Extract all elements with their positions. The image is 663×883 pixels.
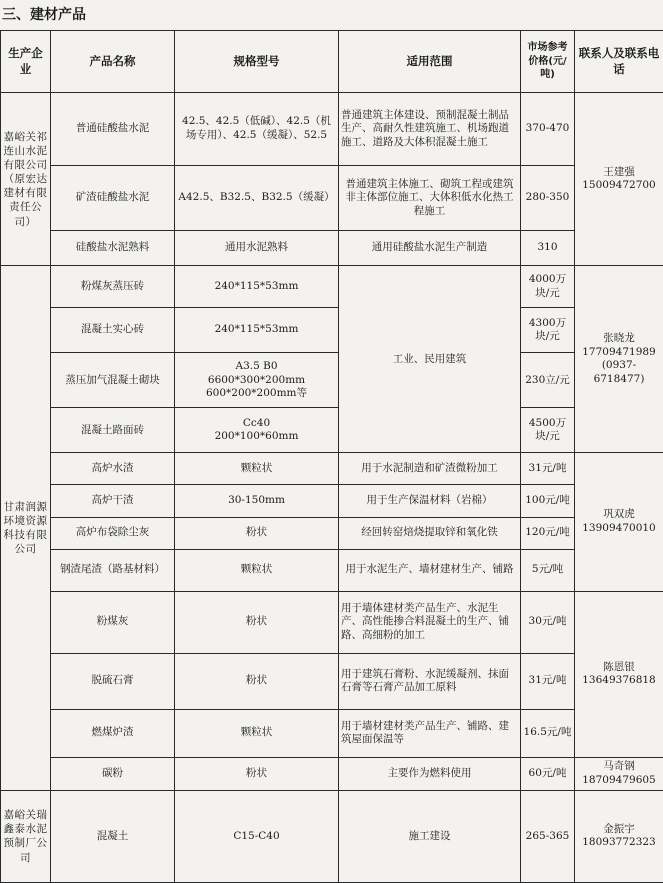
product-price: 230立/元 [521, 353, 575, 408]
product-spec: 颗粒状 [175, 709, 339, 757]
contact-cell: 陈恩银 13649376818 [575, 591, 663, 757]
product-price: 4300万块/元 [521, 308, 575, 353]
product-usage: 主要作为燃料使用 [339, 757, 521, 790]
product-name: 高炉水渣 [51, 453, 175, 485]
product-name: 脱硫石膏 [51, 653, 175, 709]
contact-cell: 张晓龙 17709471989 (0937-6718477) [575, 266, 663, 453]
product-spec: 颗粒状 [175, 453, 339, 485]
product-spec: 240*115*53mm [175, 308, 339, 353]
spec-line: A3.5 B0 [235, 359, 278, 372]
product-price: 370-470 [521, 93, 575, 166]
product-price: 31元/吨 [521, 653, 575, 709]
product-spec: 粉状 [175, 517, 339, 549]
table-row [1, 166, 663, 231]
product-usage: 普通建筑主体施工、砌筑工程或建筑非主体部位施工、大体积低水化热工程施工 [339, 166, 521, 231]
table-row [1, 453, 663, 485]
product-spec: 30-150mm [175, 485, 339, 517]
product-usage: 经回转窑焙烧提取锌和氧化铁 [339, 517, 521, 549]
product-price: 120元/吨 [521, 517, 575, 549]
header-usage: 适用范围 [339, 31, 521, 93]
table-row [1, 408, 663, 453]
product-price: 100元/吨 [521, 485, 575, 517]
table-row [1, 353, 663, 408]
product-spec [175, 353, 339, 408]
product-name: 混凝土路面砖 [51, 408, 175, 453]
product-spec: 240*115*53mm [175, 266, 339, 308]
product-name: 高炉布袋除尘灰 [51, 517, 175, 549]
product-price: 5元/吨 [521, 549, 575, 591]
table-row [1, 93, 663, 166]
table-row [1, 485, 663, 517]
company-cell: 甘肃润源环境资源科技有限公司 [1, 266, 51, 791]
product-name: 燃煤炉渣 [51, 709, 175, 757]
header-price: 市场参考价格(元/吨) [521, 31, 575, 93]
product-name: 蒸压加气混凝土砌块 [51, 353, 175, 408]
product-usage: 用于墙材建材类产品生产、铺路、建筑屋面保温等 [339, 709, 521, 757]
table-row [1, 231, 663, 266]
spec-line: Cc40 [242, 416, 271, 429]
table-row [1, 517, 663, 549]
product-name: 矿渣硅酸盐水泥 [51, 166, 175, 231]
product-usage: 施工建设 [339, 790, 521, 882]
product-spec [175, 408, 339, 453]
table-row [1, 308, 663, 353]
product-name: 粉煤灰蒸压砖 [51, 266, 175, 308]
product-spec: A42.5、B32.5、B32.5（缓凝） [175, 166, 339, 231]
contact-cell: 王建强 15009472700 [575, 93, 663, 266]
product-name: 普通硅酸盐水泥 [51, 93, 175, 166]
product-name: 混凝土实心砖 [51, 308, 175, 353]
product-name: 碳粉 [51, 757, 175, 790]
product-spec: 粉状 [175, 757, 339, 790]
product-price: 16.5元/吨 [521, 709, 575, 757]
product-spec: 42.5、42.5（低碱）、42.5（机场专用）、42.5（缓凝）、52.5 [175, 93, 339, 166]
product-name: 高炉干渣 [51, 485, 175, 517]
product-price: 310 [521, 231, 575, 266]
product-usage: 用于水泥制造和矿渣微粉加工 [339, 453, 521, 485]
company-cell: 嘉峪关祁连山水泥有限公司（原宏达建材有限责任公司） [1, 93, 51, 266]
table-row [1, 790, 663, 882]
spec-line: 600*200*200mm等 [205, 387, 308, 400]
table-row [1, 757, 663, 790]
table-row [1, 591, 663, 653]
product-usage: 用于墙体建材类产品生产、水泥生产、高性能掺合料混凝土的生产、铺路、高细粉的加工 [339, 591, 521, 653]
product-spec: 颗粒状 [175, 549, 339, 591]
header-product: 产品名称 [51, 31, 175, 93]
product-usage: 普通建筑主体建设、预制混凝土制品生产、高耐久性建筑施工、机场跑道施工、道路及大体积混凝土施工 [339, 93, 521, 166]
spec-line: 200*100*60mm [214, 430, 299, 443]
product-usage: 通用硅酸盐水泥生产制造 [339, 231, 521, 266]
header-spec: 规格型号 [175, 31, 339, 93]
product-usage: 用于水泥生产、墙材建材生产、铺路 [339, 549, 521, 591]
product-name: 粉煤灰 [51, 591, 175, 653]
product-name: 硅酸盐水泥熟料 [51, 231, 175, 266]
table-row [1, 709, 663, 757]
product-usage: 用于建筑石膏粉、水泥缓凝剂、抹面石膏等石膏产品加工原料 [339, 653, 521, 709]
product-price: 280-350 [521, 166, 575, 231]
product-spec: 通用水泥熟料 [175, 231, 339, 266]
spec-line: 6600*300*200mm [207, 373, 306, 386]
product-price: 31元/吨 [521, 453, 575, 485]
product-spec: 粉状 [175, 591, 339, 653]
header-company: 生产企业 [1, 31, 51, 93]
product-name: 钢渣尾渣（路基材料） [51, 549, 175, 591]
table-row [1, 653, 663, 709]
product-usage: 用于生产保温材料（岩棉） [339, 485, 521, 517]
product-name: 混凝土 [51, 790, 175, 882]
building-materials-table [0, 30, 663, 883]
product-price: 60元/吨 [521, 757, 575, 790]
table-row [1, 266, 663, 308]
company-cell: 嘉峪关瑞鑫泰水泥预制厂公司 [1, 790, 51, 882]
header-contact: 联系人及联系电话 [575, 31, 663, 93]
contact-cell: 马奇钢 18709479605 [575, 757, 663, 790]
product-price: 4500万块/元 [521, 408, 575, 453]
header-row [1, 31, 663, 93]
contact-cell: 巩双虎 13909470010 [575, 453, 663, 591]
product-usage: 工业、民用建筑 [339, 266, 521, 453]
section-title: 三、建材产品 [2, 7, 86, 23]
product-price: 265-365 [521, 790, 575, 882]
product-price: 4000万块/元 [521, 266, 575, 308]
product-spec: 粉状 [175, 653, 339, 709]
contact-cell: 金振宇 18093772323 [575, 790, 663, 882]
product-spec: C15-C40 [175, 790, 339, 882]
product-price: 30元/吨 [521, 591, 575, 653]
table-row [1, 549, 663, 591]
